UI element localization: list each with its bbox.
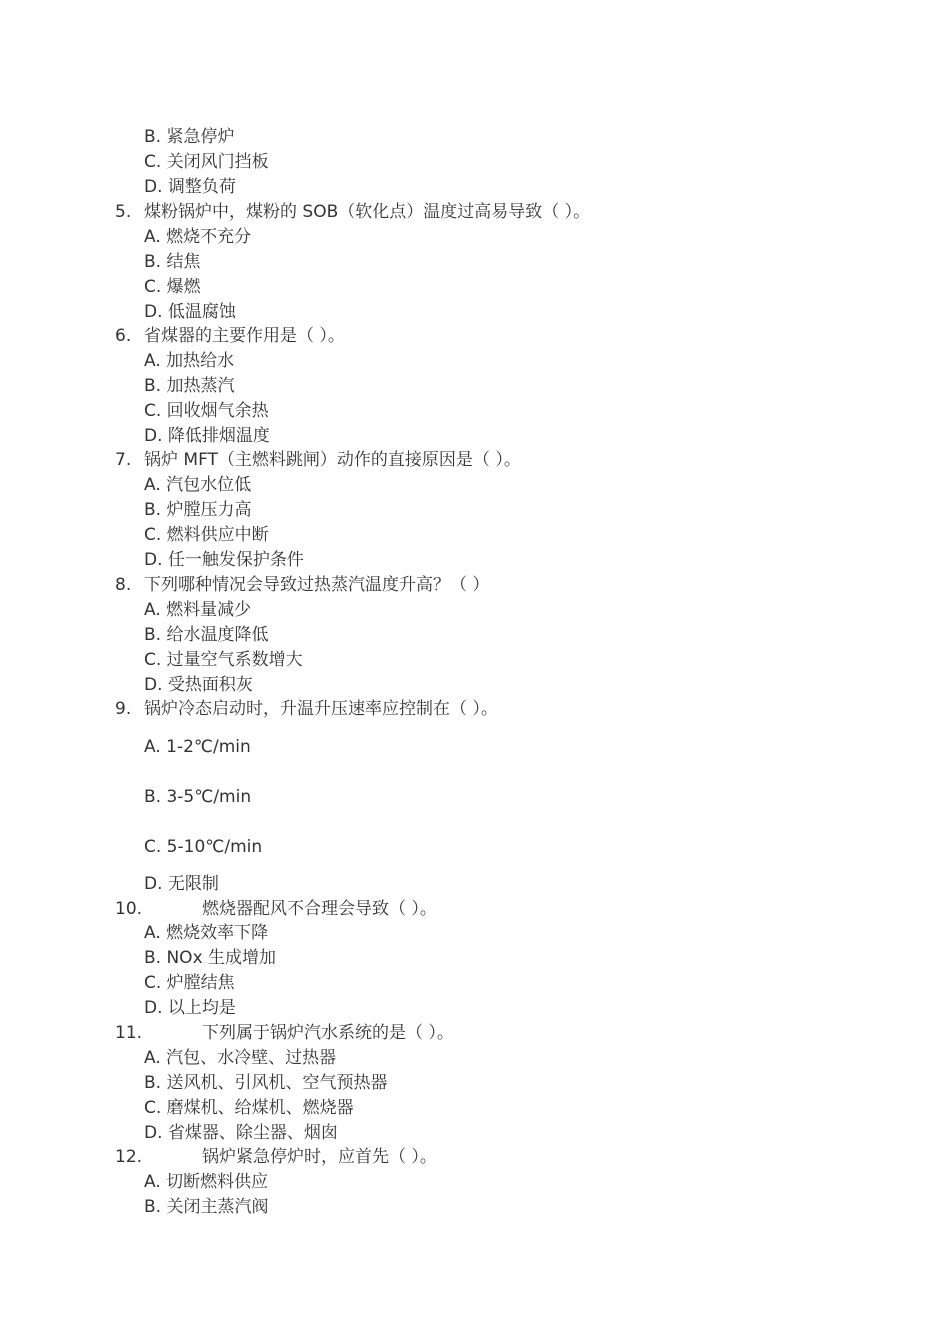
question-number: 12. bbox=[115, 1147, 143, 1167]
question-text: 省煤器的主要作用是（ ）。 bbox=[144, 326, 345, 346]
question-number: 8. bbox=[115, 575, 132, 595]
question-number: 5. bbox=[115, 202, 132, 222]
option-item: C. 爆燃 bbox=[144, 277, 201, 297]
option-item: A. 燃料量减少 bbox=[144, 600, 252, 620]
question-number: 9. bbox=[115, 699, 132, 719]
option-item: B. 结焦 bbox=[144, 252, 201, 272]
question-text: 锅炉 MFT（主燃料跳闸）动作的直接原因是（ ）。 bbox=[144, 450, 521, 470]
option-item: C. 磨煤机、给煤机、燃烧器 bbox=[144, 1098, 354, 1118]
option-item: C. 过量空气系数增大 bbox=[144, 650, 303, 670]
question-text: 燃烧器配风不合理会导致（ ）。 bbox=[202, 899, 437, 919]
option-item: A. 1-2℃/min bbox=[144, 737, 251, 757]
option-item: C. 5-10℃/min bbox=[144, 837, 263, 857]
question-number: 10. bbox=[115, 899, 143, 919]
question-number: 11. bbox=[115, 1023, 143, 1043]
option-item: B. 3-5℃/min bbox=[144, 787, 252, 807]
question-text: 下列属于锅炉汽水系统的是（ ）。 bbox=[202, 1023, 454, 1043]
option-item: C. 炉膛结焦 bbox=[144, 973, 235, 993]
question-7 bbox=[115, 448, 521, 472]
option-item: C. 燃料供应中断 bbox=[144, 525, 269, 545]
option-item: D. 无限制 bbox=[144, 874, 219, 894]
option-item: B. 关闭主蒸汽阀 bbox=[144, 1197, 269, 1217]
question-9 bbox=[115, 697, 498, 721]
question-6 bbox=[115, 324, 345, 348]
question-5 bbox=[115, 200, 590, 224]
option-item: A. 加热给水 bbox=[144, 351, 235, 371]
question-12 bbox=[115, 1145, 437, 1169]
question-text: 锅炉紧急停炉时，应首先（ ）。 bbox=[202, 1147, 437, 1167]
option-item: B. 加热蒸汽 bbox=[144, 376, 235, 396]
option-item: A. 燃烧效率下降 bbox=[144, 923, 269, 943]
question-number: 7. bbox=[115, 450, 132, 470]
question-text: 煤粉锅炉中，煤粉的 SOB（软化点）温度过高易导致（ ）。 bbox=[144, 202, 591, 222]
option-item: D. 省煤器、除尘器、烟囱 bbox=[144, 1123, 338, 1143]
question-10 bbox=[115, 897, 437, 921]
option-item: B. 给水温度降低 bbox=[144, 625, 269, 645]
question-number: 6. bbox=[115, 326, 132, 346]
question-8 bbox=[115, 573, 489, 597]
option-item: D. 任一触发保护条件 bbox=[144, 550, 304, 570]
option-item: B. 炉膛压力高 bbox=[144, 500, 252, 520]
question-text: 下列哪种情况会导致过热蒸汽温度升高？（ ） bbox=[144, 575, 490, 595]
option-item: A. 燃烧不充分 bbox=[144, 227, 252, 247]
option-item: D. 低温腐蚀 bbox=[144, 302, 236, 322]
option-item: D. 降低排烟温度 bbox=[144, 426, 270, 446]
question-11 bbox=[115, 1021, 454, 1045]
option-item: A. 汽包水位低 bbox=[144, 475, 252, 495]
option-item: B. 紧急停炉 bbox=[144, 127, 235, 147]
option-item: C. 关闭风门挡板 bbox=[144, 152, 269, 172]
option-item: A. 切断燃料供应 bbox=[144, 1172, 269, 1192]
option-item: A. 汽包、水冷壁、过热器 bbox=[144, 1048, 337, 1068]
option-item: B. 送风机、引风机、空气预热器 bbox=[144, 1073, 388, 1093]
question-text: 锅炉冷态启动时，升温升压速率应控制在（ ）。 bbox=[144, 699, 498, 719]
option-item: B. NOx 生成增加 bbox=[144, 948, 277, 968]
option-item: D. 受热面积灰 bbox=[144, 675, 253, 695]
option-item: D. 以上均是 bbox=[144, 998, 236, 1018]
option-item: D. 调整负荷 bbox=[144, 177, 236, 197]
option-item: C. 回收烟气余热 bbox=[144, 401, 269, 421]
